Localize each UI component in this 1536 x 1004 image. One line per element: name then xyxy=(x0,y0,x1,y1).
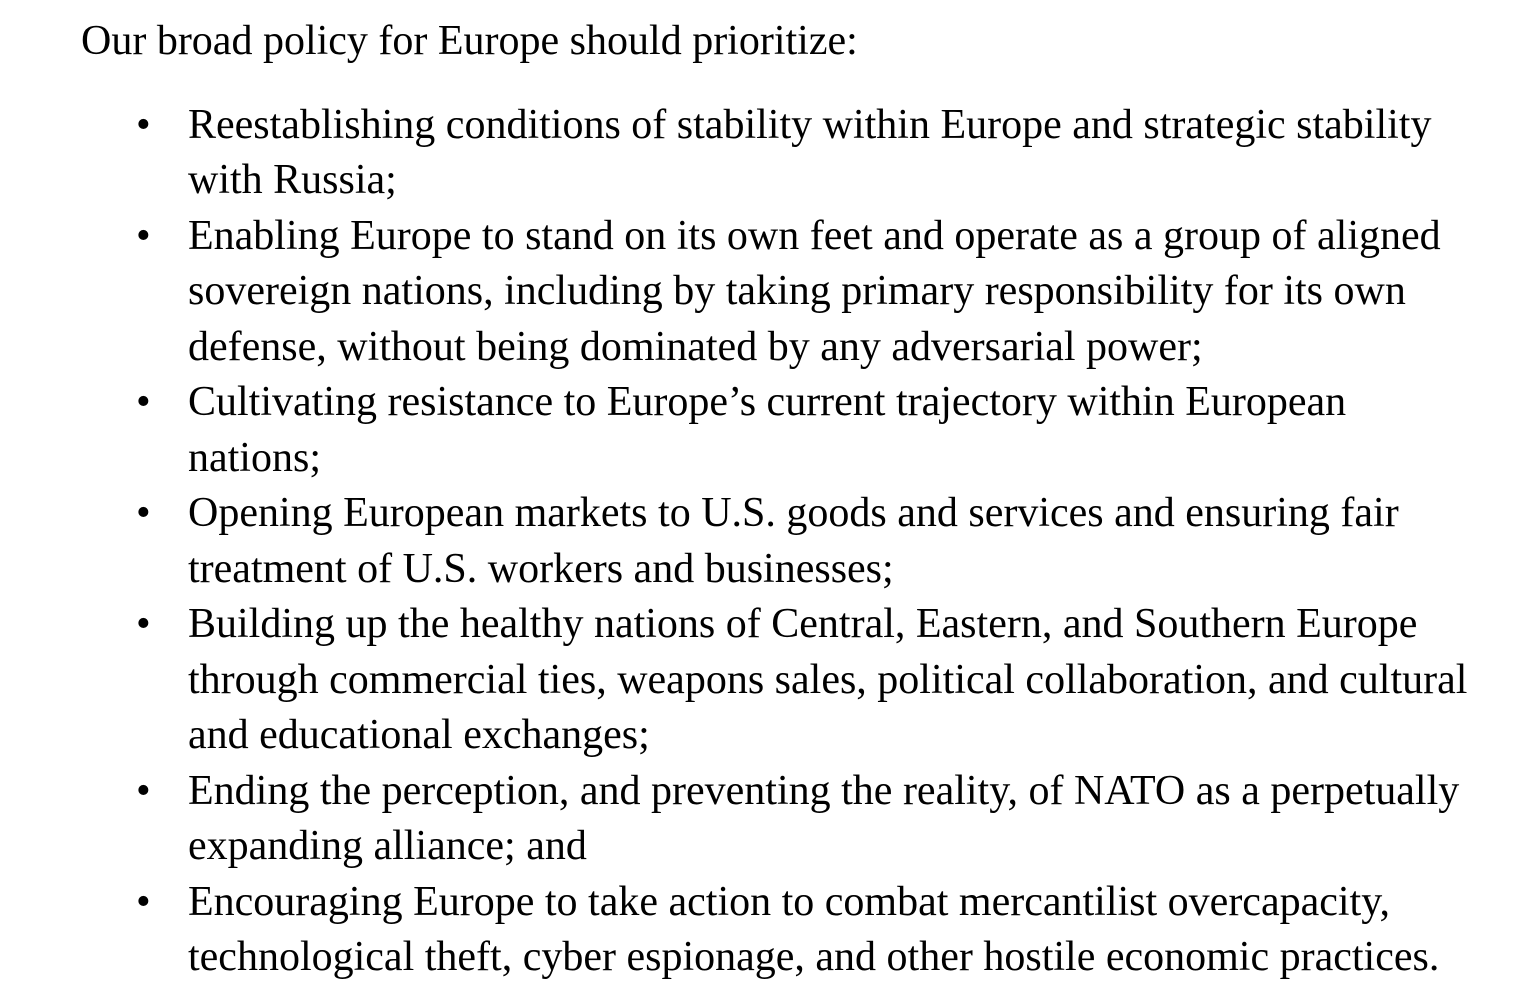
list-item: • Ending the perception, and preventing the reality, of NATO as a perpetually expanding alliance; and xyxy=(188,764,1478,875)
list-item: • Reestablishing conditions of stability within Europe and strategic stability with Russia; xyxy=(188,98,1478,209)
intro-paragraph: Our broad policy for Europe should prioritize: xyxy=(81,18,858,64)
list-item: • Enabling Europe to stand on its own feet and operate as a group of aligned sovereign nations, including by taking primary responsibility for its own defense, without being dominated by any adversarial power; xyxy=(188,209,1478,376)
bullet-list xyxy=(81,98,1478,986)
list-item: • Cultivating resistance to Europe’s current trajectory within European nations; xyxy=(188,375,1478,486)
list-item: • Encouraging Europe to take action to combat mercantilist overcapacity, technological theft, cyber espionage, and other hostile economic practices. xyxy=(188,875,1478,986)
list-item: • Building up the healthy nations of Central, Eastern, and Southern Europe through commercial ties, weapons sales, political collaboration, and cultural and educational exchanges; xyxy=(188,597,1478,764)
list-item: • Opening European markets to U.S. goods and services and ensuring fair treatment of U.S. workers and businesses; xyxy=(188,486,1478,597)
